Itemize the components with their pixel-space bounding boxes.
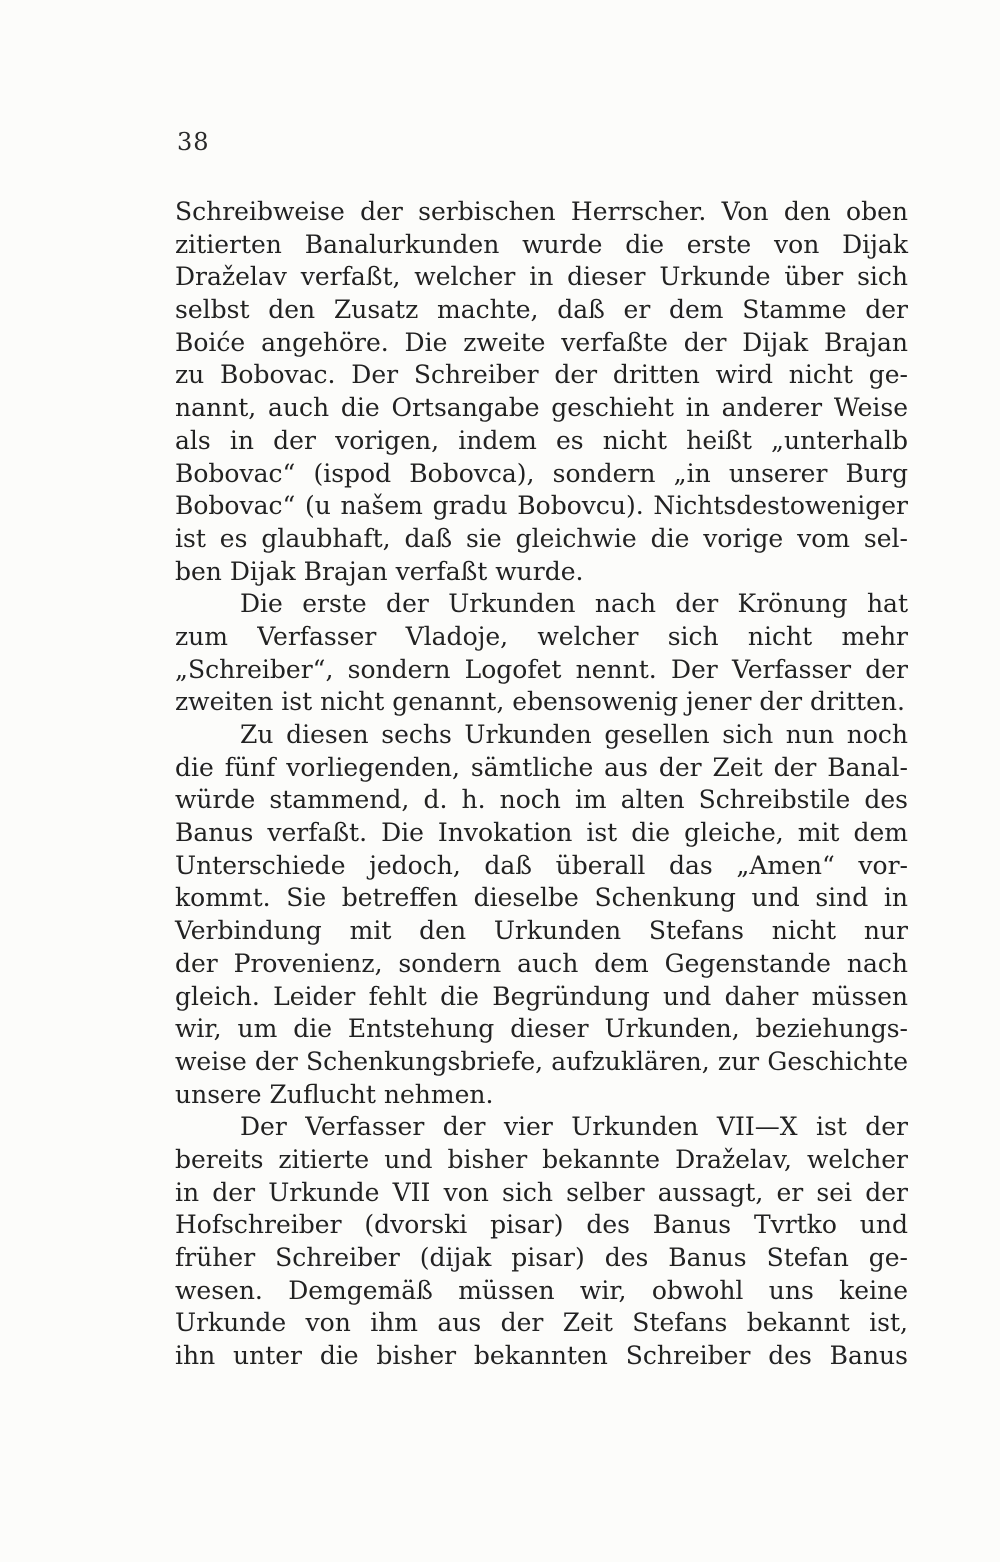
text-line: Urkunde von ihm aus der Zeit Stefans bekannt ist,: [175, 1308, 908, 1338]
text-line: Bobovac“ (ispod Bobovca), sondern „in unserer Burg: [175, 458, 908, 488]
text-line: zum Verfasser Vladoje, welcher sich nicht mehr: [175, 621, 908, 651]
text-line: zu Bobovac. Der Schreiber der dritten wird nicht ge-: [175, 360, 908, 390]
text-line: bereits zitierte und bisher bekannte Draželav, welcher: [175, 1144, 908, 1174]
text-line: zitierten Banalurkunden wurde die erste von Dijak: [175, 229, 908, 259]
text-line: Zu diesen sechs Urkunden gesellen sich nun noch: [240, 720, 908, 749]
text-line: nannt, auch die Ortsangabe geschieht in anderer Weise: [175, 393, 908, 423]
text-line: in der Urkunde VII von sich selber aussagt, er sei der: [175, 1177, 908, 1207]
text-line: Boiće angehöre. Die zweite verfaßte der Dijak Brajan: [175, 327, 908, 357]
text-line: Draželav verfaßt, welcher in dieser Urkunde über sich: [175, 262, 908, 292]
text-line: Bobovac“ (u našem gradu Bobovcu). Nichtsdestoweniger: [175, 491, 908, 521]
text-line: ist es glaubhaft, daß sie gleichwie die vorige vom sel-: [175, 523, 908, 553]
paragraph: [175, 196, 908, 588]
text-line: würde stammend, d. h. noch im alten Schreibstile des: [175, 785, 908, 815]
text-line: wesen. Demgemäß müssen wir, obwohl uns keine: [175, 1275, 908, 1305]
paragraph: [175, 1111, 908, 1373]
text-line: selbst den Zusatz machte, daß er dem Stamme der: [175, 295, 908, 325]
text-line: „Schreiber“, sondern Logofet nennt. Der Verfasser der: [175, 654, 908, 684]
text-line: ihn unter die bisher bekannten Schreiber des Banus: [175, 1341, 908, 1371]
text-line: unsere Zuflucht nehmen.: [175, 1079, 494, 1109]
text-line: wir, um die Entstehung dieser Urkunden, beziehungs-: [175, 1014, 908, 1044]
text-line: zweiten ist nicht genannt, ebensowenig jener der dritten.: [175, 687, 905, 717]
paragraph: [175, 588, 908, 719]
text-line: kommt. Sie betreffen dieselbe Schenkung und sind in: [175, 883, 908, 913]
text-line: ben Dijak Brajan verfaßt wurde.: [175, 556, 584, 586]
page-number: 38: [177, 128, 210, 156]
text-line: früher Schreiber (dijak pisar) des Banus Stefan ge-: [175, 1243, 908, 1272]
body-text: [175, 196, 908, 1373]
text-line: Unterschiede jedoch, daß überall das „Amen“ vor-: [175, 850, 908, 880]
text-line: der Provenienz, sondern auch dem Gegenstande nach: [175, 948, 908, 978]
text-line: weise der Schenkungsbriefe, aufzuklären, zur Geschichte: [175, 1046, 908, 1076]
text-line: Schreibweise der serbischen Herrscher. Von den oben: [175, 197, 908, 226]
text-line: Die erste der Urkunden nach der Krönung hat: [240, 589, 908, 619]
text-line: Verbindung mit den Urkunden Stefans nicht nur: [175, 916, 908, 946]
text-line: als in der vorigen, indem es nicht heißt „unterhalb: [175, 425, 908, 455]
text-line: Hofschreiber (dvorski pisar) des Banus Tvrtko und: [175, 1210, 908, 1240]
text-line: die fünf vorliegenden, sämtliche aus der Zeit der Banal-: [175, 752, 908, 782]
text-line: Banus verfaßt. Die Invokation ist die gleiche, mit dem: [175, 818, 908, 848]
text-line: Der Verfasser der vier Urkunden VII—X ist der: [240, 1112, 908, 1142]
paragraph: [175, 719, 908, 1111]
text-line: gleich. Leider fehlt die Begründung und daher müssen: [175, 981, 908, 1011]
